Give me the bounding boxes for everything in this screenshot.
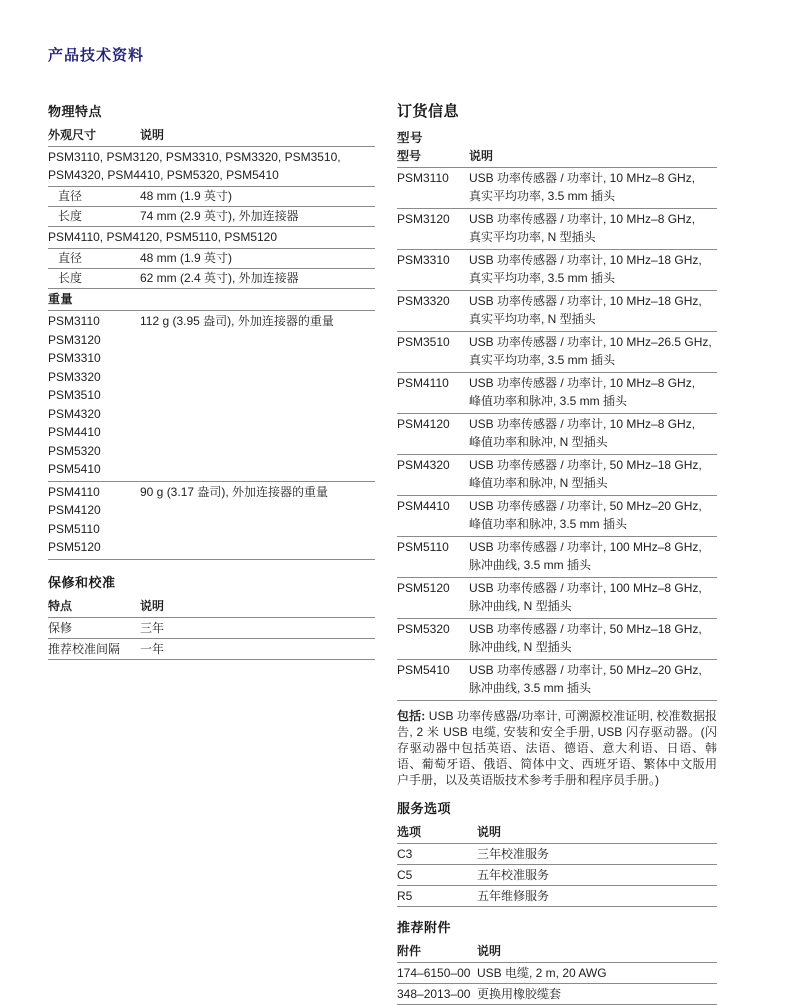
- order-row: [397, 660, 717, 701]
- row-value: 更换用橡胶缆套: [477, 987, 562, 1001]
- order-description-line1: USB 功率传感器 / 功率计, 10 MHz–8 GHz,: [469, 212, 696, 226]
- accessories-section: [397, 919, 717, 1005]
- order-description: [469, 293, 717, 328]
- order-row: [397, 332, 717, 373]
- order-description-line1: USB 功率传感器 / 功率计, 50 MHz–18 GHz,: [469, 622, 702, 636]
- row-label: 174–6150–00: [397, 966, 471, 980]
- order-model: PSM4320: [397, 458, 450, 472]
- order-model: PSM5120: [397, 581, 450, 595]
- warranty-heading: 保修和校准: [48, 574, 116, 590]
- order-model: PSM4120: [397, 417, 450, 431]
- dimension-row: [48, 207, 375, 227]
- order-description: [469, 498, 717, 533]
- row-value: USB 电缆, 2 m, 20 AWG: [477, 966, 607, 980]
- order-description: [469, 621, 717, 656]
- service-table-body: [397, 844, 717, 907]
- dimension-label: 直径: [58, 189, 83, 203]
- accessories-col1-header: 附件: [397, 944, 422, 958]
- model-name: PSM3320: [48, 369, 101, 384]
- model-subheading: 型号: [397, 131, 424, 145]
- order-description-line2: 峰值功率和脉冲, N 型插头: [469, 434, 608, 449]
- order-row: [397, 209, 717, 250]
- order-description-line1: USB 功率传感器 / 功率计, 10 MHz–18 GHz,: [469, 294, 702, 308]
- dimension-label: 长度: [58, 209, 83, 223]
- order-description-line2: 真实平均功率, 3.5 mm 插头: [469, 188, 616, 203]
- warranty-table-header: [48, 599, 375, 618]
- order-model: PSM3120: [397, 212, 450, 226]
- row-value: 三年: [140, 620, 165, 635]
- order-description-line2: 脉冲曲线, N 型插头: [469, 598, 572, 613]
- service-section: [397, 800, 717, 907]
- order-model: PSM3510: [397, 335, 450, 349]
- order-row: [397, 578, 717, 619]
- order-row: [397, 168, 717, 209]
- order-description-line1: USB 功率传感器 / 功率计, 50 MHz–20 GHz,: [469, 499, 702, 513]
- model-group-row: PSM4110, PSM4120, PSM5110, PSM5120: [48, 227, 375, 249]
- model-name: PSM4410: [48, 425, 101, 439]
- model-name: PSM5410: [48, 462, 101, 476]
- order-description: [469, 252, 717, 287]
- service-col1-header: 选项: [397, 825, 422, 839]
- model-name: PSM3110: [48, 314, 100, 328]
- ordering-table-body: [397, 168, 717, 701]
- table-row: [397, 984, 717, 1005]
- order-description-line2: 脉冲曲线, 3.5 mm 插头: [469, 557, 592, 572]
- model-name: PSM3310: [48, 351, 101, 365]
- order-model: PSM3310: [397, 253, 450, 267]
- service-heading: 服务选项: [397, 801, 452, 816]
- order-description-line1: USB 功率传感器 / 功率计, 10 MHz–8 GHz,: [469, 171, 696, 185]
- order-description: [469, 539, 717, 574]
- order-description-line1: USB 功率传感器 / 功率计, 100 MHz–8 GHz,: [469, 581, 702, 595]
- warranty-table-body: [48, 618, 375, 660]
- order-description: [469, 662, 717, 697]
- weight-models: [48, 483, 140, 557]
- order-description-line2: 真实平均功率, 3.5 mm 插头: [469, 352, 616, 367]
- order-description-line2: 峰值功率和脉冲, 3.5 mm 插头: [469, 516, 628, 531]
- dimensions-table-header: [48, 128, 375, 147]
- warranty-col2-header: 说明: [140, 598, 165, 613]
- dimension-label: 长度: [58, 271, 83, 285]
- dimension-value: 74 mm (2.9 英寸), 外加连接器: [140, 209, 299, 223]
- order-row: [397, 250, 717, 291]
- model-name: PSM4120: [48, 503, 101, 517]
- order-description-line1: USB 功率传感器 / 功率计, 10 MHz–26.5 GHz,: [469, 335, 712, 349]
- row-value: 一年: [140, 641, 165, 656]
- order-description-line1: USB 功率传感器 / 功率计, 50 MHz–18 GHz,: [469, 458, 702, 472]
- table-row: [48, 618, 375, 639]
- order-row: [397, 291, 717, 332]
- dimension-row: [48, 249, 375, 269]
- order-description-line2: 真实平均功率, N 型插头: [469, 229, 596, 244]
- order-model: PSM5320: [397, 622, 450, 636]
- page-title: 产品技术资料: [48, 47, 145, 64]
- order-description-line1: USB 功率传感器 / 功率计, 10 MHz–8 GHz,: [469, 417, 696, 431]
- order-description-line2: 峰值功率和脉冲, 3.5 mm 插头: [469, 393, 628, 408]
- service-table-header: [397, 825, 717, 844]
- row-value: 五年校准服务: [477, 868, 550, 882]
- dimensions-table-body: [48, 147, 375, 289]
- dimensions-table: [48, 128, 375, 289]
- order-description: [469, 334, 717, 369]
- order-row: [397, 496, 717, 537]
- row-label: C5: [397, 868, 413, 882]
- order-row: [397, 619, 717, 660]
- ordering-table: [397, 149, 717, 701]
- order-description: [469, 457, 717, 492]
- service-col2-header: 说明: [477, 825, 502, 839]
- content-columns: [48, 103, 717, 1005]
- dimension-row: [48, 187, 375, 207]
- ordering-col1-header: 型号: [397, 149, 422, 163]
- accessories-table-body: [397, 963, 717, 1005]
- dimensions-col1-header: 外观尺寸: [48, 128, 97, 142]
- row-label: 推荐校准间隔: [48, 641, 121, 656]
- order-description-line1: USB 功率传感器 / 功率计, 100 MHz–8 GHz,: [469, 540, 702, 554]
- ordering-col2-header: 说明: [469, 149, 494, 163]
- model-name: PSM5110: [48, 521, 100, 536]
- order-description-line1: USB 功率传感器 / 功率计, 10 MHz–8 GHz,: [469, 376, 696, 390]
- order-description-line1: USB 功率传感器 / 功率计, 50 MHz–20 GHz,: [469, 663, 702, 677]
- accessories-heading: 推荐附件: [397, 920, 452, 935]
- order-description-line2: 峰值功率和脉冲, N 型插头: [469, 475, 608, 490]
- dimension-value: 48 mm (1.9 英寸): [140, 189, 233, 203]
- table-row: [397, 844, 717, 865]
- row-label: 348–2013–00: [397, 987, 471, 1001]
- accessories-col2-header: 说明: [477, 944, 502, 958]
- row-label: C3: [397, 847, 413, 861]
- order-description: [469, 211, 717, 246]
- weight-value: 112 g (3.95 盎司), 外加连接器的重量: [140, 314, 334, 328]
- weight-value: 90 g (3.17 盎司), 外加连接器的重量: [140, 484, 329, 499]
- weight-row: [48, 482, 375, 560]
- row-label: 保修: [48, 620, 73, 635]
- includes-label: 包括:: [397, 709, 426, 723]
- table-row: [397, 963, 717, 984]
- order-description-line2: 脉冲曲线, 3.5 mm 插头: [469, 680, 592, 695]
- dimension-label: 直径: [58, 251, 83, 265]
- order-description: [469, 416, 717, 451]
- weight-table-body: [48, 311, 375, 560]
- order-row: [397, 537, 717, 578]
- row-label: R5: [397, 889, 413, 903]
- order-description-line2: 脉冲曲线, N 型插头: [469, 639, 572, 654]
- order-description-line1: USB 功率传感器 / 功率计, 10 MHz–18 GHz,: [469, 253, 702, 267]
- weight-row: [48, 311, 375, 482]
- dimensions-col2-header: 说明: [140, 128, 165, 142]
- weight-heading: 重量: [48, 289, 375, 311]
- order-description: [469, 580, 717, 615]
- model-group-row: PSM3110, PSM3120, PSM3310, PSM3320, PSM3510, PSM4320, PSM4410, PSM5320, PSM5410: [48, 147, 375, 187]
- dimension-row: [48, 269, 375, 289]
- left-column: [48, 103, 375, 660]
- order-model: PSM5410: [397, 663, 450, 677]
- order-description-line2: 真实平均功率, N 型插头: [469, 311, 596, 326]
- row-value: 五年维修服务: [477, 889, 550, 903]
- model-name: PSM5320: [48, 443, 101, 458]
- order-model: PSM4410: [397, 499, 450, 513]
- accessories-table-header: [397, 944, 717, 963]
- model-name: PSM5120: [48, 540, 101, 554]
- model-name: PSM4320: [48, 406, 101, 421]
- physical-heading: 物理特点: [48, 104, 103, 119]
- includes-text: USB 功率传感器/功率计, 可溯源校准证明, 校准数据报告, 2 米 USB 电缆, 安装和安全手册, USB 闪存驱动器。(闪存驱动器中包括英语、法语、德语、意大利语、日语、韩语、葡萄牙语、俄语、简体中文、西班牙语、繁体中文版用户手册，以及英语版技术参考手册和程序员手册。): [397, 709, 718, 787]
- right-column: [397, 103, 717, 1005]
- table-row: [397, 865, 717, 886]
- dimension-value: 48 mm (1.9 英寸): [140, 251, 233, 265]
- order-model: PSM3110: [397, 171, 449, 185]
- ordering-table-header: [397, 149, 717, 168]
- row-value: 三年校准服务: [477, 847, 550, 861]
- model-name: PSM3120: [48, 332, 101, 347]
- order-row: [397, 414, 717, 455]
- warranty-col1-header: 特点: [48, 598, 73, 613]
- table-row: [397, 886, 717, 907]
- warranty-section: [48, 574, 375, 660]
- order-row: [397, 455, 717, 496]
- order-description: [469, 170, 717, 205]
- order-description-line2: 真实平均功率, 3.5 mm 插头: [469, 270, 616, 285]
- order-description: [469, 375, 717, 410]
- table-row: [48, 639, 375, 660]
- weight-models: [48, 312, 140, 479]
- model-name: PSM3510: [48, 388, 101, 402]
- order-model: PSM4110: [397, 376, 449, 390]
- ordering-heading: 订货信息: [397, 103, 460, 120]
- dimension-value: 62 mm (2.4 英寸), 外加连接器: [140, 271, 299, 285]
- order-row: [397, 373, 717, 414]
- order-model: PSM3320: [397, 294, 450, 308]
- order-model: PSM5110: [397, 540, 449, 554]
- includes-paragraph: [397, 708, 717, 788]
- model-name: PSM4110: [48, 484, 100, 499]
